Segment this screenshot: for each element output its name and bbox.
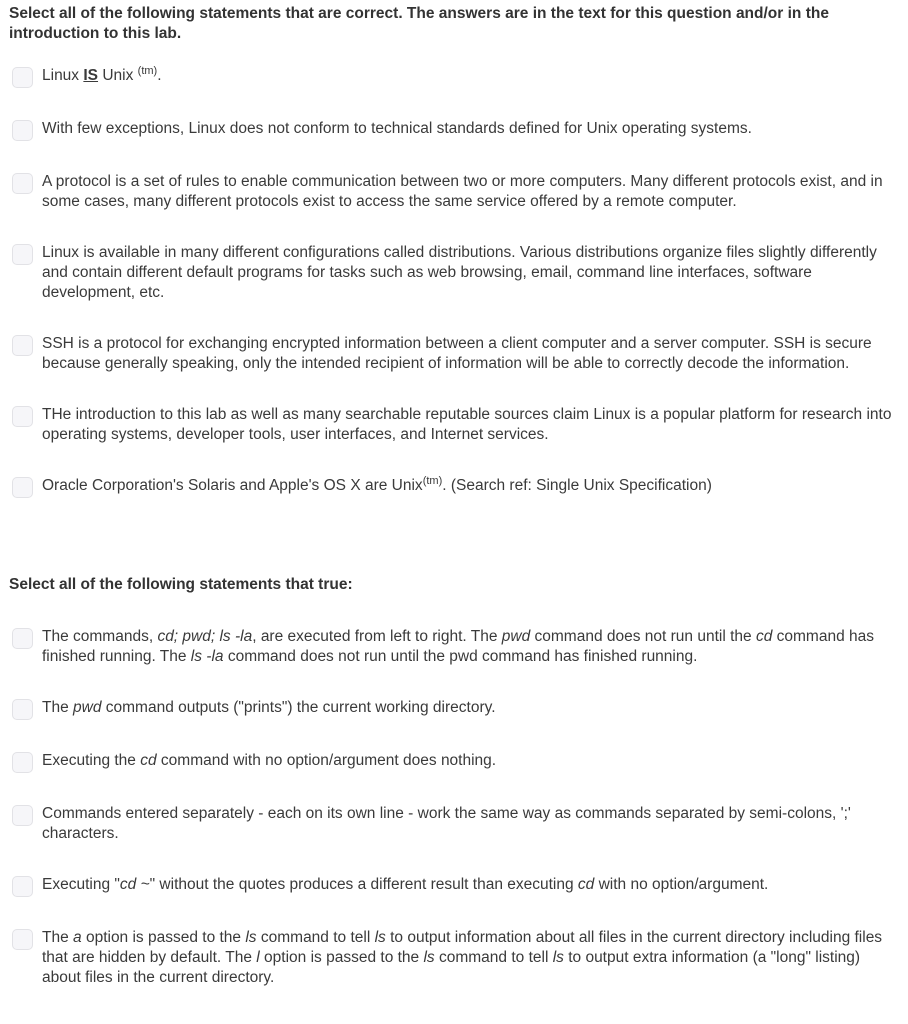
answer-text-segment: ls bbox=[374, 929, 386, 946]
answer-checkbox[interactable] bbox=[12, 120, 33, 141]
answer-option[interactable] bbox=[9, 172, 900, 212]
answer-option[interactable] bbox=[9, 875, 900, 897]
answer-text[interactable] bbox=[42, 928, 900, 988]
answer-text-segment: Executing " bbox=[42, 876, 120, 893]
answer-text-segment: ls bbox=[245, 929, 257, 946]
answer-text-segment: command does not run until the bbox=[530, 628, 756, 645]
answer-checkbox[interactable] bbox=[12, 406, 33, 427]
answer-text-segment: command to tell bbox=[256, 929, 375, 946]
answer-text-segment: pwd bbox=[501, 628, 531, 645]
answer-text[interactable] bbox=[42, 627, 900, 667]
answer-option[interactable] bbox=[9, 928, 900, 988]
answer-checkbox[interactable] bbox=[12, 752, 33, 773]
answer-text[interactable] bbox=[42, 875, 768, 895]
answer-text[interactable] bbox=[42, 334, 900, 374]
answer-text-segment: command does not run until the pwd command has finished running. bbox=[223, 648, 698, 665]
answer-text-segment: cd ~ bbox=[119, 876, 150, 893]
answer-text-segment: (tm) bbox=[422, 475, 443, 487]
answer-text-segment: command to tell bbox=[434, 949, 553, 966]
answer-checkbox[interactable] bbox=[12, 67, 33, 88]
answer-option[interactable] bbox=[9, 804, 900, 844]
answer-text-segment: Commands entered separately - each on its own line - work the same way as commands separated by semi-colons, ';' characters. bbox=[42, 805, 851, 842]
answer-text-segment: cd; pwd; ls -la bbox=[157, 628, 253, 645]
question-1 bbox=[9, 4, 900, 498]
answer-option[interactable] bbox=[9, 698, 900, 720]
answer-text-segment: Oracle Corporation's Solaris and Apple's OS X are Unix bbox=[42, 477, 423, 494]
answer-text-segment: The commands, bbox=[42, 628, 158, 645]
answer-text-segment: The bbox=[42, 699, 74, 716]
answer-option[interactable] bbox=[9, 334, 900, 374]
answer-option[interactable] bbox=[9, 751, 900, 773]
answer-text-segment: . bbox=[157, 67, 162, 84]
answer-option[interactable] bbox=[9, 627, 900, 667]
answer-text-segment: ls -la bbox=[190, 648, 224, 665]
answer-text[interactable] bbox=[42, 751, 496, 771]
answer-text-segment: THe introduction to this lab as well as many searchable reputable sources claim Linux is a popular platform for research into operating systems, developer tools, user interfaces, and Internet services. bbox=[42, 406, 892, 443]
answer-option[interactable] bbox=[9, 476, 900, 498]
question-2-title: Select all of the following statements that true: bbox=[9, 576, 353, 593]
answer-checkbox[interactable] bbox=[12, 628, 33, 649]
answer-text-segment: pwd bbox=[73, 699, 102, 716]
answer-option[interactable] bbox=[9, 119, 900, 141]
answer-text-segment: command with no option/argument does nothing. bbox=[156, 752, 497, 769]
answer-text-segment: Linux is available in many different configurations called distributions. Various distributions organize files slightly differently and contain different default programs for tasks such as web browsing, email, command line interfaces, software development, etc. bbox=[42, 244, 877, 301]
answer-option[interactable] bbox=[9, 405, 900, 445]
answer-checkbox[interactable] bbox=[12, 477, 33, 498]
answer-checkbox[interactable] bbox=[12, 335, 33, 356]
answer-option[interactable] bbox=[9, 243, 900, 303]
answer-option[interactable] bbox=[9, 66, 900, 88]
question-1-options bbox=[9, 66, 900, 498]
answer-text[interactable] bbox=[42, 804, 900, 844]
answer-text-segment: l bbox=[256, 949, 260, 966]
answer-text-segment: to output extra information (a "long" listing) about files in the current directory. bbox=[42, 949, 861, 986]
answer-text-segment: command has finished running. The bbox=[42, 628, 874, 665]
answer-text-segment: cd bbox=[140, 752, 157, 769]
question-2 bbox=[9, 575, 900, 1019]
answer-text[interactable] bbox=[42, 405, 900, 445]
answer-text-segment: , are executed from left to right. The bbox=[252, 628, 502, 645]
answer-text-segment: A protocol is a set of rules to enable communication between two or more computers. Many different protocols exist, and in some cases, many different protocols exist to access the same service offered by a remote computer. bbox=[42, 173, 883, 210]
answer-text-segment: The bbox=[42, 929, 74, 946]
answer-checkbox[interactable] bbox=[12, 805, 33, 826]
answer-text[interactable] bbox=[42, 119, 752, 139]
answer-text[interactable] bbox=[42, 243, 900, 303]
answer-checkbox[interactable] bbox=[12, 876, 33, 897]
answer-text[interactable] bbox=[42, 476, 712, 496]
answer-checkbox[interactable] bbox=[12, 929, 33, 950]
answer-text-segment: SSH is a protocol for exchanging encrypted information between a client computer and a server computer. SSH is secure because generally speaking, only the intended recipient of information will be able to correctly decode the information. bbox=[42, 335, 872, 372]
answer-checkbox[interactable] bbox=[12, 699, 33, 720]
answer-text-segment: command outputs ("prints") the current working directory. bbox=[101, 699, 496, 716]
answer-text-segment: (tm) bbox=[137, 65, 158, 77]
answer-text[interactable] bbox=[42, 172, 900, 212]
answer-text-segment: Executing the bbox=[42, 752, 141, 769]
question-1-title: Select all of the following statements that are correct. The answers are in the text for this question and/or in the introduction to this lab. bbox=[9, 5, 829, 42]
answer-text[interactable] bbox=[42, 698, 496, 718]
answer-text-segment: to output information about all files in the current directory including files that are hidden by default. The bbox=[42, 929, 883, 966]
answer-text-segment: Linux bbox=[42, 67, 84, 84]
answer-text-segment: ls bbox=[552, 949, 564, 966]
answer-text-segment: option is passed to the bbox=[259, 949, 424, 966]
answer-text-segment: option is passed to the bbox=[81, 929, 246, 946]
answer-text-segment: ls bbox=[423, 949, 435, 966]
question-2-options bbox=[9, 627, 900, 988]
answer-text-segment: " without the quotes produces a different result than executing bbox=[149, 876, 578, 893]
answer-text-segment: cd bbox=[755, 628, 773, 645]
answer-text-segment: Unix bbox=[98, 67, 138, 84]
answer-text[interactable] bbox=[42, 66, 162, 86]
answer-checkbox[interactable] bbox=[12, 173, 33, 194]
answer-text-segment: with no option/argument. bbox=[594, 876, 769, 893]
answer-text-segment: IS bbox=[83, 67, 99, 84]
answer-text-segment: cd bbox=[577, 876, 595, 893]
answer-checkbox[interactable] bbox=[12, 244, 33, 265]
answer-text-segment: . (Search ref: Single Unix Specification) bbox=[442, 477, 712, 494]
answer-text-segment: With few exceptions, Linux does not conform to technical standards defined for Unix operating systems. bbox=[42, 120, 752, 137]
answer-text-segment: a bbox=[73, 929, 82, 946]
